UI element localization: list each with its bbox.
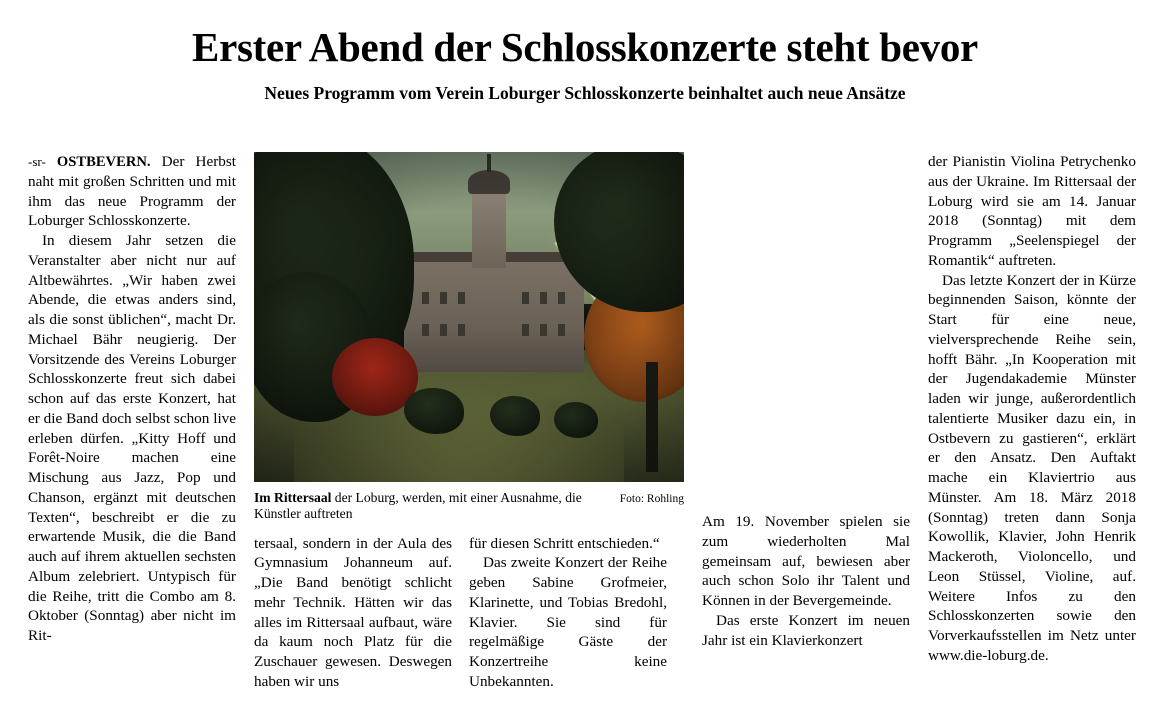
photo-caption	[254, 482, 684, 523]
text-column-5	[928, 152, 1136, 695]
article-body	[28, 152, 1142, 695]
article-photo	[254, 152, 684, 482]
paragraph-text: der Pianistin Violina Petrychenko aus der Ukraine. Im Rittersaal der Loburg wird sie am 14. Januar 2018 (Sonntag) mit dem Programm „Seelenspiegel der Romantik“ auftreten.	[928, 153, 1136, 269]
paragraph-text: Der Herbst naht mit großen Schritten und mit ihm das neue Programm der Loburger Schlosskonzerte.	[28, 153, 237, 230]
paragraph-text: In diesem Jahr setzen die Veranstalter aber nicht nur auf Altbewährtes. „Wir haben zwei Abende, die etwas anders sind, als die sonst üblichen“, macht Dr. Michael Bähr neugierig. Der Vorsitzende des Vereins Loburger Schlosskonzerte freut sich dabei schon auf das erste Konzert, hat er die Band doch selbst schon live erleben dürfen. „Kitty Hoff und Forêt-Noire machen eine Mischung aus Jazz, Pop und Chanson, ergänzt mit deutschen Texten“, beschreibt er die zu erwartende Musik, die die Band auch auf ihrem aktuellen sechsten Album zelebriert. Untypisch für die Reihe, tritt die Combo am 8. Oktober (Sonntag) aber nicht im Rit-	[28, 232, 236, 645]
photo-credit: Foto: Rohling	[619, 493, 684, 505]
page-title: Erster Abend der Schlosskonzerte steht bevor	[192, 24, 978, 70]
caption-rest: der Loburg, werden, mit einer Ausnahme, die Künstler auftreten	[254, 490, 582, 522]
byline-initials: -sr-	[28, 154, 46, 169]
article-subheadline: Neues Programm vom Verein Loburger Schlosskonzerte beinhaltet auch neue Ansätze	[264, 83, 906, 104]
paragraph-text: Das letzte Konzert der in Kürze beginnenden Saison, könnte der Start für eine neue, vielversprechende Reihe sein, hofft Bähr. „In Kooperation mit der Jugendakademie Münster laden wir junge, außerordentlich talentierte Musiker dazu ein, in Ostbevern zu gastieren“, erklärt er den Ansatz. Den Auftakt mache ein Klaviertrio aus Münster. Am 18. März 2018 (Sonntag) treten dann Sonja Kowollik, Klavier, John Henrik Mackeroth, Violoncello, und Leon Stüssel, Violine, auf. Weitere Infos zu den Schlosskonzerten sowie den Vorverkaufsstellen im Netz unter www.die-loburg.de.	[928, 271, 1136, 664]
dateline: OSTBEVERN.	[56, 154, 151, 170]
newspaper-article-page	[0, 26, 1170, 703]
text-column-1	[28, 152, 236, 695]
paragraph-text: Das erste Konzert im neuen Jahr ist ein Klavierkonzert	[702, 611, 910, 649]
center-column	[254, 152, 684, 695]
text-column-3	[469, 534, 667, 692]
caption-lead: Im Rittersaal	[254, 490, 332, 505]
paragraph-text: für diesen Schritt entschieden.“	[469, 534, 660, 552]
photo-vignette	[254, 152, 684, 482]
paragraph-text: Das zweite Konzert der Reihe geben Sabine Grofmeier, Klarinette, und Tobias Bredohl, Klavier. Sie sind für regelmäßige Gäste der Konzertreihe keine Unbekannten.	[469, 554, 667, 690]
paragraph-text: Am 19. November spielen sie zum wiederholten Mal gemeinsam auf, bewiesen aber auch schon Solo ihr Talent und Können in der Bevergemeinde.	[702, 513, 910, 609]
center-text-columns	[254, 534, 684, 692]
text-column-2	[254, 534, 452, 692]
paragraph-text: tersaal, sondern in der Aula des Gymnasium Johanneum auf. „Die Band benötigt schlicht mehr Technik. Hätten wir das alles im Rittersaal aufbaut, wäre da kaum noch Platz für die Zuschauer gewesen. Deswegen haben wir uns	[254, 534, 452, 690]
caption-text	[254, 490, 610, 523]
text-column-4	[702, 152, 910, 695]
lead-paragraph	[28, 152, 236, 231]
